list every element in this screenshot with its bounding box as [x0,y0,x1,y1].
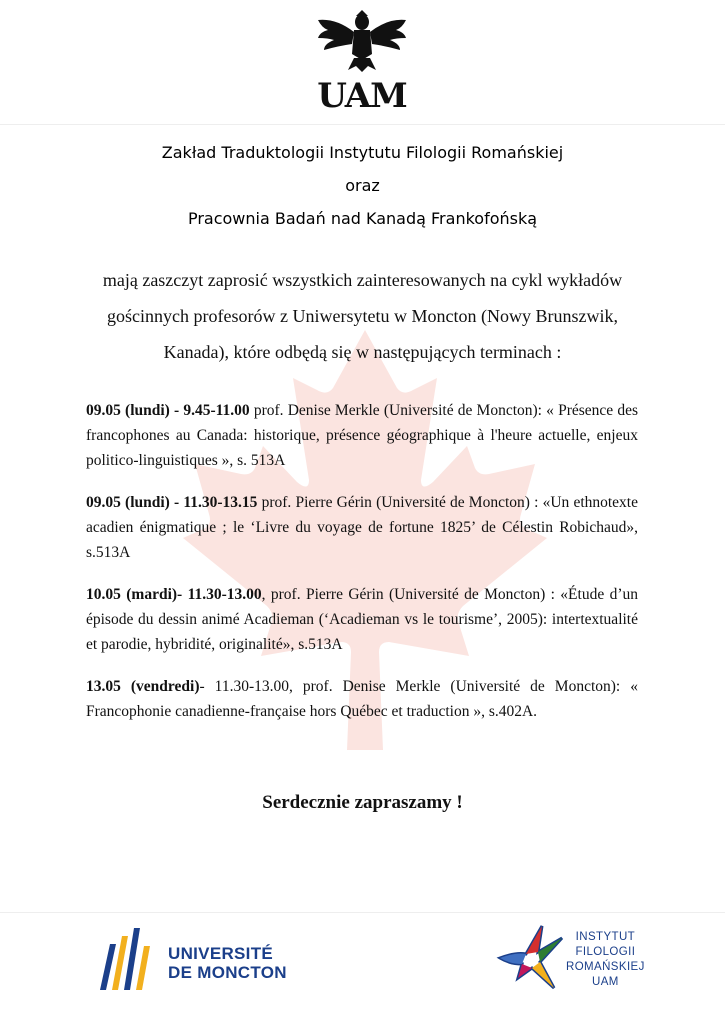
intro-line-3: Kanada), które odbędą się w następujących terminach : [163,342,562,362]
intro-line-2: gościnnych profesorów z Uniwersytetu w Moncton (Nowy Brunszwik, [107,306,618,326]
lecture-date: 10.05 (mardi)- 11.30-13.00 [86,586,262,603]
intro-line-1: mają zaszczyt zaprosić wszystkich zainteresowanych na cykl wykładów [102,270,623,290]
header-divider [0,124,725,125]
title-line-3: Pracownia Badań nad Kanadą Frankofońską [187,209,538,228]
moncton-emblem-icon [98,924,162,990]
moncton-logo-text [168,944,287,982]
title-line-1: Zakład Traduktologii Instytutu Filologii Romańskiej [161,143,564,162]
lecture-2 [86,490,638,565]
eagle-emblem-icon [312,8,412,74]
ifr-line-3: ROMAŃSKIEJ [566,961,645,973]
footer-divider [0,912,725,913]
lecture-date: 09.05 (lundi) - 11.30-13.15 [86,494,258,511]
lecture-date: 09.05 (lundi) - 9.45-11.00 [86,402,250,419]
colorful-bird-icon [496,918,568,998]
title-line-2: oraz [345,176,380,195]
universite-de-moncton-logo [98,924,298,994]
moncton-line-1: UNIVERSITÉ [168,944,274,963]
instytut-filologii-romanskiej-logo [496,918,646,998]
closing-invitation: Serdecznie zapraszamy ! [262,792,463,813]
lecture-text: prof. Pierre Gérin (Université de Moncton) : «Un ethnotexte acadien énigmatique ; le ‘Livre du voyage de fortune 1825’ de Célestin Robichaud», s.513A [86,494,638,561]
uam-logo-text: UAM [317,76,407,116]
ifr-line-4: UAM [592,976,619,988]
lecture-3 [86,582,638,657]
lecture-4 [86,674,638,724]
intro-paragraph [80,262,645,370]
ifr-line-1: INSTYTUT [575,931,636,943]
lecture-text: prof. Denise Merkle (Université de Moncton): « Présence des francophones au Canada: historique, présence géographique à l'heure actuelle, enjeux politico-linguistiques », s. 513A [86,402,638,469]
moncton-line-2: DE MONCTON [168,963,287,982]
lecture-text: - 11.30-13.00, prof. Denise Merkle (Université de Moncton): « Francophonie canadienne-française hors Québec et traduction », s.402A. [86,678,638,720]
ifr-line-2: FILOLOGII [575,946,636,958]
lecture-1 [86,398,638,473]
title-block [0,136,725,235]
uam-logo [312,8,412,114]
lecture-date: 13.05 (vendredi) [86,678,200,695]
ifr-logo-text [566,930,645,990]
lecture-text: , prof. Pierre Gérin (Université de Moncton) : «Étude d’un épisode du dessin animé Acadieman (‘Acadieman vs le tourisme’, 2005): intertextualité et parodie, hybridité, originalité», s.513A [86,586,638,653]
